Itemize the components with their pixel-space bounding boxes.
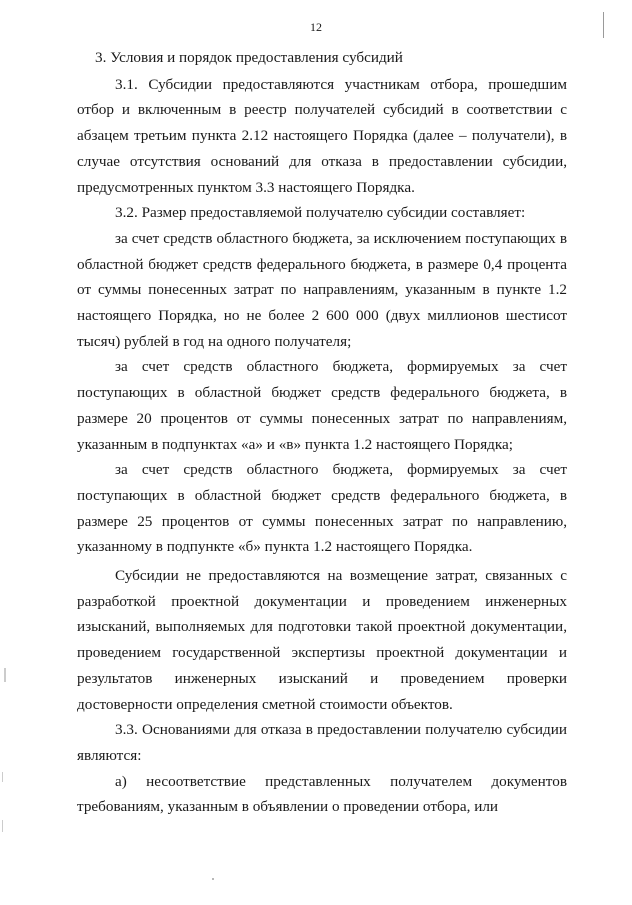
paragraph-3-1: 3.1. Субсидии предоставляются участникам отбора, прошедшим отбор и включенным в реестр получателей субсидий в соответствии с абзацем третьим пункта 2.12 настоящего Порядка (далее – получатели), в случае отсутствия оснований для отказа в предоставлении субсидии, предусмотренных пунктом 3.3 настоящего Порядка.: [77, 75, 567, 196]
paragraph-federal-25-percent: за счет средств областного бюджета, формируемых за счет поступающих в областной бюджет средств федерального бюджета, в размере 25 процентов от суммы понесенных затрат по направлению, указанному в подпункте «б» пункта 1.2 настоящего Порядка.: [77, 461, 567, 556]
paragraph-regional-budget: за счет средств областного бюджета, за исключением поступающих в областной бюджет средств федерального бюджета, в размере 0,4 процента от суммы понесенных затрат по направлениям, указанным в пункте 1.2 настоящего Порядка, но не более 2 600 000 (двух миллионов шестисот тысяч) рублей в год на одного получателя;: [77, 229, 567, 350]
scan-artifact: [2, 772, 3, 782]
scan-artifact: [603, 12, 604, 38]
paragraph-3-3-a: а) несоответствие представленных получателем документов требованиям, указанным в объявлении о проведении отбора, или: [77, 772, 567, 816]
document-body: [77, 45, 567, 820]
section-title: 3. Условия и порядок предоставления субсидий: [95, 49, 403, 66]
paragraph-exclusions: Субсидии не предоставляются на возмещение затрат, связанных с разработкой проектной документации и проведением инженерных изысканий, выполняемых для подготовки такой проектной документации, проведением государственной экспертизы проектной документации и результатов инженерных изысканий и проведением проверки достоверности определения сметной стоимости объектов.: [77, 567, 567, 713]
paragraph-federal-20-percent: за счет средств областного бюджета, формируемых за счет поступающих в областной бюджет средств федерального бюджета, в размере 20 процентов от суммы понесенных затрат по направлениям, указанным в подпунктах «а» и «в» пункта 1.2 настоящего Порядка;: [77, 358, 567, 453]
paragraph-3-3: 3.3. Основаниями для отказа в предоставлении получателю субсидии являются:: [77, 721, 567, 764]
scan-artifact: [4, 668, 6, 682]
page-number: 12: [310, 20, 322, 34]
scan-artifact: [212, 878, 214, 880]
paragraph-3-2: 3.2. Размер предоставляемой получателю субсидии составляет:: [115, 204, 526, 222]
scan-artifact: [2, 820, 3, 832]
